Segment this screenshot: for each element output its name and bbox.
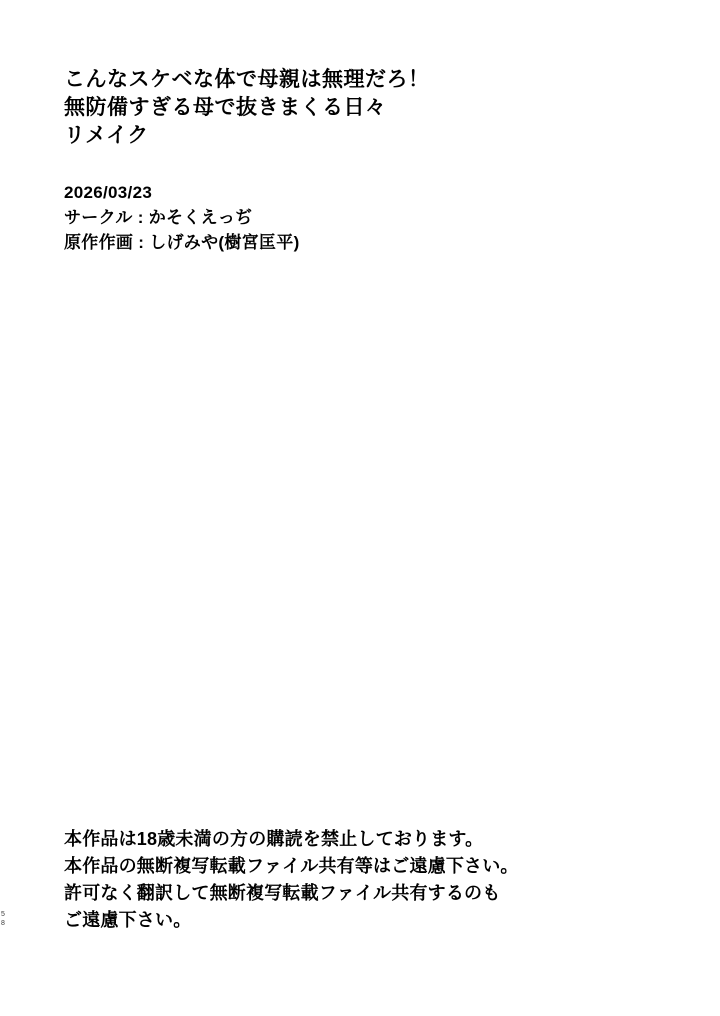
page-folio-digit-top: 5 — [1, 911, 5, 918]
notice-line-4: ご遠慮下さい。 — [64, 910, 192, 930]
page-folio-digit-bottom: 8 — [1, 920, 5, 927]
title-line-3: リメイク — [64, 124, 149, 147]
publication-date: 2026/03/23 — [64, 183, 153, 202]
notice-line-3: 許可なく翻訳して無断複写転載ファイル共有するのも — [64, 883, 501, 903]
title-line-1: こんなスケベな体で母親は無理だろ！ — [64, 68, 430, 91]
title-block — [64, 66, 664, 150]
circle-name: サークル : かそくえっぢ — [64, 208, 253, 227]
notice-line-2: 本作品の無断複写転載ファイル共有等はご遠慮下さい。 — [64, 856, 519, 876]
notice-line-1: 本作品は18歳未満の方の購読を禁止しております。 — [64, 829, 484, 849]
legal-notice-block — [64, 826, 684, 934]
page-folio — [1, 910, 11, 928]
credits-block — [64, 180, 664, 255]
title-line-2: 無防備すぎる母で抜きまくる日々 — [64, 96, 387, 119]
original-author: 原作作画 : しげみや(樹宮匡平) — [64, 233, 300, 252]
